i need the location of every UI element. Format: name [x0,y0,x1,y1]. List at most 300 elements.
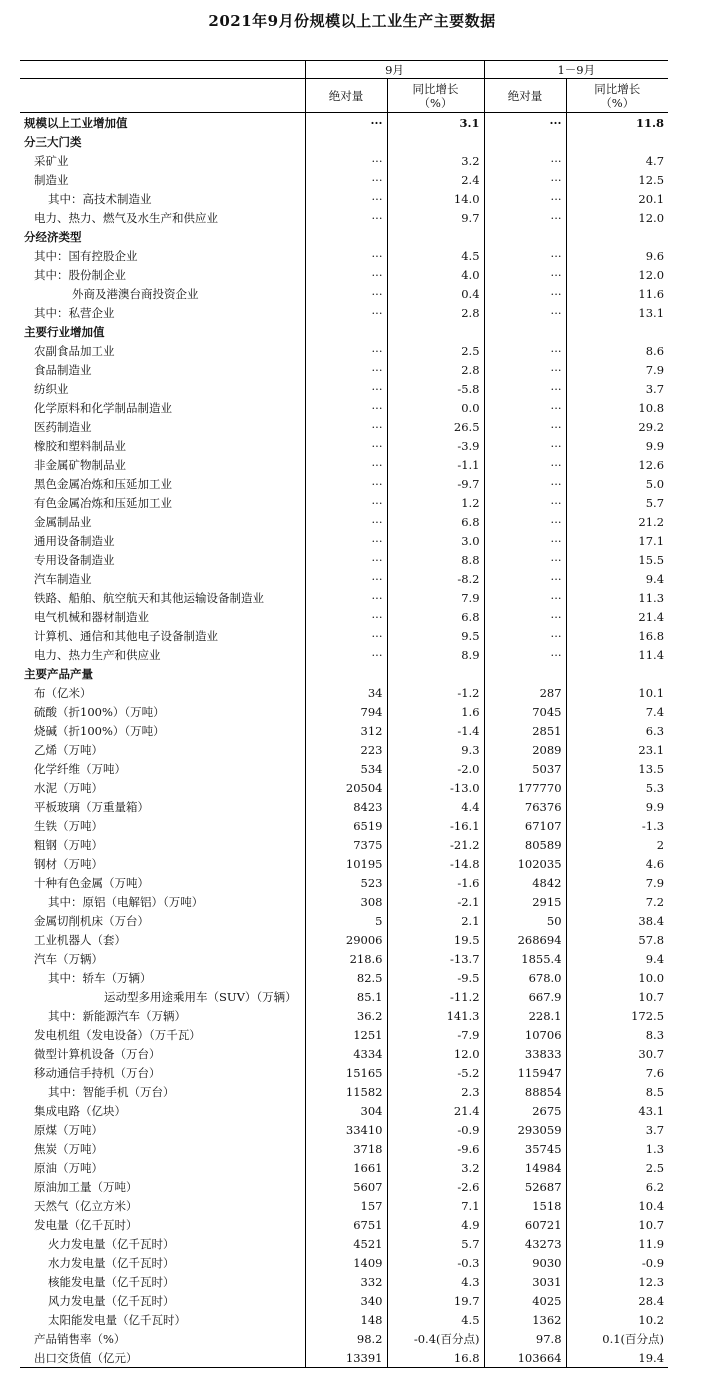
month-growth-cell: 6.8 [387,512,484,531]
month-abs-cell: 794 [305,702,387,721]
month-growth-cell: 8.9 [387,645,484,664]
cumulative-growth-cell: 11.4 [566,645,668,664]
table-row [20,189,668,208]
month-growth-cell: 5.7 [387,1234,484,1253]
month-growth-cell: -13.7 [387,949,484,968]
section-header-row [20,227,668,246]
month-abs-cell: ··· [305,398,387,417]
month-abs-cell: 6751 [305,1215,387,1234]
row-label: 电力、热力生产和供应业 [34,647,161,662]
cumulative-growth-cell: 12.3 [566,1272,668,1291]
cumulative-abs-cell: 287 [484,683,566,702]
row-label: 其中：私营企业 [34,305,115,320]
cumulative-growth-cell: 9.9 [566,797,668,816]
cumulative-growth-cell: 9.4 [566,949,668,968]
month-growth-cell: -0.4(百分点) [387,1329,484,1348]
row-label: 化学原料和化学制品制造业 [34,400,172,415]
month-abs-cell: 223 [305,740,387,759]
cumulative-abs-cell: ··· [484,151,566,170]
month-abs-cell: ··· [305,341,387,360]
row-label: 橡胶和塑料制品业 [34,438,126,453]
month-growth-cell: -8.2 [387,569,484,588]
cumulative-growth-cell: 8.5 [566,1082,668,1101]
month-abs-cell: 11582 [305,1082,387,1101]
row-label: 其中：高技术制造业 [48,191,152,206]
cumulative-growth-cell: 6.3 [566,721,668,740]
month-growth-cell: 21.4 [387,1101,484,1120]
table-row [20,398,668,417]
table-row [20,1158,668,1177]
cumulative-abs-cell: 667.9 [484,987,566,1006]
row-label: 太阳能发电量（亿千瓦时） [48,1312,186,1327]
cumulative-abs-cell: ··· [484,607,566,626]
table-row [20,341,668,360]
month-abs-cell: 534 [305,759,387,778]
table-row [20,208,668,227]
month-growth-cell: 9.7 [387,208,484,227]
row-label: 工业机器人（套） [34,932,126,947]
month-abs-cell: ··· [305,531,387,550]
cumulative-growth-cell: 6.2 [566,1177,668,1196]
cumulative-abs-cell: ··· [484,341,566,360]
cumulative-growth-cell: 10.1 [566,683,668,702]
corner-cell-lower [20,79,305,113]
cumulative-growth-cell: 5.7 [566,493,668,512]
row-label: 纺织业 [34,381,69,396]
section-header-row [20,322,668,341]
row-label: 规模以上工业增加值 [24,115,128,130]
cumulative-growth-cell: 30.7 [566,1044,668,1063]
cumulative-abs-cell [484,322,566,341]
table-row [20,1063,668,1082]
cumulative-abs-cell: 268694 [484,930,566,949]
table-row [20,816,668,835]
row-label: 制造业 [34,172,69,187]
cumulative-abs-cell: ··· [484,512,566,531]
cumulative-growth-cell: 8.6 [566,341,668,360]
cumulative-growth-cell: 4.6 [566,854,668,873]
cumulative-growth-cell: -1.3 [566,816,668,835]
cumulative-abs-cell: ··· [484,189,566,208]
row-label: 汽车（万辆） [34,951,103,966]
table-row [20,721,668,740]
header-period-month: 9月 [305,61,484,79]
month-abs-cell: ··· [305,645,387,664]
row-label: 通用设备制造业 [34,533,115,548]
month-abs-cell: ··· [305,151,387,170]
row-label: 非金属矿物制品业 [34,457,126,472]
cumulative-growth-cell: 19.4 [566,1348,668,1368]
month-growth-cell: 7.1 [387,1196,484,1215]
month-growth-cell [387,227,484,246]
row-label: 水泥（万吨） [34,780,103,795]
header-growth-month [387,79,484,113]
cumulative-growth-cell [566,322,668,341]
row-label: 烧碱（折100%）（万吨） [34,723,165,738]
month-abs-cell: ··· [305,493,387,512]
cumulative-growth-cell: 11.8 [566,113,668,133]
cumulative-abs-cell: ··· [484,417,566,436]
header-period-cumulative: 1－9月 [484,61,668,79]
cumulative-abs-cell: 678.0 [484,968,566,987]
month-abs-cell [305,322,387,341]
month-growth-cell: 4.9 [387,1215,484,1234]
table-row [20,417,668,436]
table-row [20,740,668,759]
month-abs-cell: 1251 [305,1025,387,1044]
cumulative-growth-cell: 29.2 [566,417,668,436]
month-growth-cell: 14.0 [387,189,484,208]
cumulative-abs-cell: ··· [484,284,566,303]
cumulative-growth-cell: 15.5 [566,550,668,569]
month-abs-cell: ··· [305,113,387,133]
cumulative-growth-cell: 10.4 [566,1196,668,1215]
table-row [20,759,668,778]
table-row [20,436,668,455]
cumulative-growth-cell: 13.1 [566,303,668,322]
month-abs-cell: 340 [305,1291,387,1310]
month-growth-cell: -0.9 [387,1120,484,1139]
table-row [20,854,668,873]
row-label: 发电机组（发电设备）（万千瓦） [34,1027,201,1042]
cumulative-abs-cell: 4842 [484,873,566,892]
month-growth-cell: -1.1 [387,455,484,474]
cumulative-growth-cell: 10.7 [566,987,668,1006]
row-label: 采矿业 [34,153,69,168]
table-row [20,892,668,911]
month-abs-cell: 332 [305,1272,387,1291]
month-abs-cell: ··· [305,569,387,588]
cumulative-growth-cell: 9.6 [566,246,668,265]
table-row [20,265,668,284]
month-growth-cell: -13.0 [387,778,484,797]
month-abs-cell [305,227,387,246]
cumulative-growth-cell: 9.4 [566,569,668,588]
cumulative-growth-cell: 3.7 [566,1120,668,1139]
table-row [20,1215,668,1234]
month-abs-cell: 3718 [305,1139,387,1158]
cumulative-growth-cell: -0.9 [566,1253,668,1272]
cumulative-growth-cell: 57.8 [566,930,668,949]
table-row [20,113,668,133]
cumulative-abs-cell: 293059 [484,1120,566,1139]
month-abs-cell: 5607 [305,1177,387,1196]
cumulative-growth-cell: 11.3 [566,588,668,607]
cumulative-abs-cell: 177770 [484,778,566,797]
cumulative-growth-cell: 7.9 [566,360,668,379]
cumulative-growth-cell: 7.2 [566,892,668,911]
table-row [20,1044,668,1063]
month-growth-cell: -2.0 [387,759,484,778]
table-row [20,1348,668,1368]
row-label: 移动通信手持机（万台） [34,1065,161,1080]
row-label: 电气机械和器材制造业 [34,609,149,624]
row-label: 黑色金属冶炼和压延加工业 [34,476,172,491]
section-header-row [20,132,668,151]
row-label: 主要产品产量 [24,666,93,681]
row-label: 生铁（万吨） [34,818,103,833]
row-label: 水力发电量（亿千瓦时） [48,1255,175,1270]
cumulative-growth-cell: 12.0 [566,265,668,284]
row-label: 平板玻璃（万重量箱） [34,799,149,814]
table-row [20,1177,668,1196]
cumulative-abs-cell: ··· [484,493,566,512]
cumulative-abs-cell: ··· [484,455,566,474]
cumulative-growth-cell: 11.6 [566,284,668,303]
section-header-row [20,664,668,683]
header-abs-cumulative: 绝对量 [484,79,566,113]
table-body [20,113,668,1368]
cumulative-abs-cell: 76376 [484,797,566,816]
month-growth-cell: 2.4 [387,170,484,189]
month-abs-cell: ··· [305,626,387,645]
cumulative-growth-cell [566,227,668,246]
row-label: 乙烯（万吨） [34,742,103,757]
table-row [20,1025,668,1044]
month-growth-cell: -3.9 [387,436,484,455]
table-row [20,645,668,664]
growth-unit: （%） [600,95,635,110]
month-growth-cell: -16.1 [387,816,484,835]
month-abs-cell: 20504 [305,778,387,797]
month-growth-cell: 7.9 [387,588,484,607]
cumulative-abs-cell: ··· [484,246,566,265]
month-growth-cell: 9.5 [387,626,484,645]
row-label: 分经济类型 [24,229,82,244]
month-growth-cell: 4.4 [387,797,484,816]
row-label: 外商及港澳台商投资企业 [72,286,199,301]
month-growth-cell: -14.8 [387,854,484,873]
growth-unit: （%） [418,95,453,110]
cumulative-abs-cell: 7045 [484,702,566,721]
month-growth-cell: 141.3 [387,1006,484,1025]
month-growth-cell: 3.2 [387,1158,484,1177]
month-abs-cell: 34 [305,683,387,702]
row-label: 布（亿米） [34,685,92,700]
cumulative-growth-cell: 11.9 [566,1234,668,1253]
cumulative-abs-cell: ··· [484,626,566,645]
cumulative-abs-cell: 1362 [484,1310,566,1329]
row-label: 其中：股份制企业 [34,267,126,282]
cumulative-abs-cell: ··· [484,436,566,455]
cumulative-growth-cell: 12.6 [566,455,668,474]
cumulative-abs-cell: ··· [484,645,566,664]
month-growth-cell: 0.4 [387,284,484,303]
table-row [20,151,668,170]
cumulative-abs-cell [484,664,566,683]
cumulative-abs-cell: 80589 [484,835,566,854]
month-abs-cell: 308 [305,892,387,911]
month-growth-cell: 12.0 [387,1044,484,1063]
month-growth-cell: -1.6 [387,873,484,892]
month-abs-cell: 85.1 [305,987,387,1006]
cumulative-abs-cell: 88854 [484,1082,566,1101]
cumulative-growth-cell: 3.7 [566,379,668,398]
row-label: 出口交货值（亿元） [20,1348,305,1368]
table-row [20,1310,668,1329]
row-label: 火力发电量（亿千瓦时） [48,1236,175,1251]
cumulative-abs-cell: ··· [484,588,566,607]
row-label: 原油（万吨） [34,1160,103,1175]
month-abs-cell: ··· [305,189,387,208]
cumulative-growth-cell: 21.4 [566,607,668,626]
cumulative-growth-cell: 12.0 [566,208,668,227]
month-growth-cell: 4.5 [387,1310,484,1329]
cumulative-growth-cell: 23.1 [566,740,668,759]
month-abs-cell: ··· [305,265,387,284]
table-row [20,1272,668,1291]
table-row [20,968,668,987]
cumulative-growth-cell: 2.5 [566,1158,668,1177]
table-row [20,512,668,531]
table-row [20,360,668,379]
cumulative-abs-cell: ··· [484,113,566,133]
table-row [20,303,668,322]
cumulative-abs-cell: ··· [484,398,566,417]
table-row [20,284,668,303]
row-label: 原油加工量（万吨） [34,1179,138,1194]
month-abs-cell: ··· [305,360,387,379]
table-row [20,170,668,189]
cumulative-abs-cell: 1855.4 [484,949,566,968]
table-row [20,778,668,797]
cumulative-abs-cell: ··· [484,360,566,379]
cumulative-abs-cell: 35745 [484,1139,566,1158]
cumulative-growth-cell: 17.1 [566,531,668,550]
table-row [20,1196,668,1215]
cumulative-abs-cell: 60721 [484,1215,566,1234]
month-growth-cell: -2.1 [387,892,484,911]
cumulative-abs-cell: ··· [484,569,566,588]
cumulative-abs-cell: ··· [484,379,566,398]
cumulative-abs-cell: ··· [484,265,566,284]
month-growth-cell: 2.8 [387,303,484,322]
row-label: 主要行业增加值 [24,324,105,339]
month-abs-cell: 33410 [305,1120,387,1139]
table-row [20,1006,668,1025]
cumulative-growth-cell: 1.3 [566,1139,668,1158]
row-label: 钢材（万吨） [34,856,103,871]
month-abs-cell: 312 [305,721,387,740]
month-growth-cell [387,664,484,683]
cumulative-growth-cell: 9.9 [566,436,668,455]
header-abs-month: 绝对量 [305,79,387,113]
table-row [20,626,668,645]
cumulative-abs-cell: ··· [484,550,566,569]
table-row [20,1253,668,1272]
row-label: 食品制造业 [34,362,92,377]
month-abs-cell: ··· [305,588,387,607]
cumulative-abs-cell: 9030 [484,1253,566,1272]
row-label: 其中：新能源汽车（万辆） [48,1008,186,1023]
month-growth-cell: 2.1 [387,911,484,930]
row-label: 其中：国有控股企业 [34,248,138,263]
cumulative-growth-cell: 21.2 [566,512,668,531]
row-label: 核能发电量（亿千瓦时） [48,1274,175,1289]
cumulative-abs-cell: 228.1 [484,1006,566,1025]
cumulative-growth-cell [566,664,668,683]
month-growth-cell: 3.0 [387,531,484,550]
row-label: 发电量（亿千瓦时） [34,1217,138,1232]
cumulative-growth-cell: 38.4 [566,911,668,930]
growth-label: 同比增长 [412,81,459,96]
table-row [20,493,668,512]
cumulative-abs-cell: 10706 [484,1025,566,1044]
month-growth-cell: -1.2 [387,683,484,702]
cumulative-growth-cell: 7.4 [566,702,668,721]
row-label: 天然气（亿立方米） [34,1198,138,1213]
month-abs-cell: ··· [305,246,387,265]
month-growth-cell: -5.8 [387,379,484,398]
row-label: 电力、热力、燃气及水生产和供应业 [34,210,218,225]
month-growth-cell: -5.2 [387,1063,484,1082]
table-row [20,873,668,892]
cumulative-abs-cell: ··· [484,208,566,227]
month-abs-cell: 10195 [305,854,387,873]
month-abs-cell: 82.5 [305,968,387,987]
month-abs-cell: 6519 [305,816,387,835]
month-abs-cell: 218.6 [305,949,387,968]
month-growth-cell: 2.3 [387,1082,484,1101]
month-abs-cell: ··· [305,379,387,398]
month-abs-cell: 36.2 [305,1006,387,1025]
cumulative-growth-cell: 10.0 [566,968,668,987]
cumulative-abs-cell: 4025 [484,1291,566,1310]
row-label: 粗钢（万吨） [34,837,103,852]
cumulative-growth-cell: 5.0 [566,474,668,493]
cumulative-abs-cell [484,227,566,246]
month-abs-cell: 98.2 [305,1329,387,1348]
month-abs-cell: 1661 [305,1158,387,1177]
header-growth-cumulative [566,79,668,113]
cumulative-abs-cell: 5037 [484,759,566,778]
month-growth-cell: 19.7 [387,1291,484,1310]
month-abs-cell: ··· [305,474,387,493]
cumulative-abs-cell: ··· [484,303,566,322]
month-growth-cell: 3.1 [387,113,484,133]
table-row [20,1139,668,1158]
month-growth-cell: 0.0 [387,398,484,417]
cumulative-abs-cell: 3031 [484,1272,566,1291]
cumulative-growth-cell: 10.8 [566,398,668,417]
cumulative-growth-cell: 2 [566,835,668,854]
cumulative-abs-cell: 2675 [484,1101,566,1120]
row-label: 有色金属冶炼和压延加工业 [34,495,172,510]
month-growth-cell: 19.5 [387,930,484,949]
cumulative-abs-cell: 43273 [484,1234,566,1253]
cumulative-growth-cell: 10.7 [566,1215,668,1234]
month-growth-cell: 9.3 [387,740,484,759]
month-growth-cell: -9.5 [387,968,484,987]
table-row [20,1082,668,1101]
row-label: 铁路、船舶、航空航天和其他运输设备制造业 [34,590,264,605]
table-row [20,835,668,854]
table-row [20,683,668,702]
cumulative-abs-cell: 67107 [484,816,566,835]
cumulative-abs-cell: 97.8 [484,1329,566,1348]
month-abs-cell: 157 [305,1196,387,1215]
row-label: 医药制造业 [34,419,92,434]
table-row [20,379,668,398]
row-label: 金属制品业 [34,514,92,529]
month-abs-cell: 304 [305,1101,387,1120]
table-row [20,1101,668,1120]
row-label: 专用设备制造业 [34,552,115,567]
month-abs-cell: 148 [305,1310,387,1329]
row-label: 集成电路（亿块） [34,1103,126,1118]
cumulative-abs-cell [484,132,566,151]
cumulative-growth-cell: 0.1(百分点) [566,1329,668,1348]
